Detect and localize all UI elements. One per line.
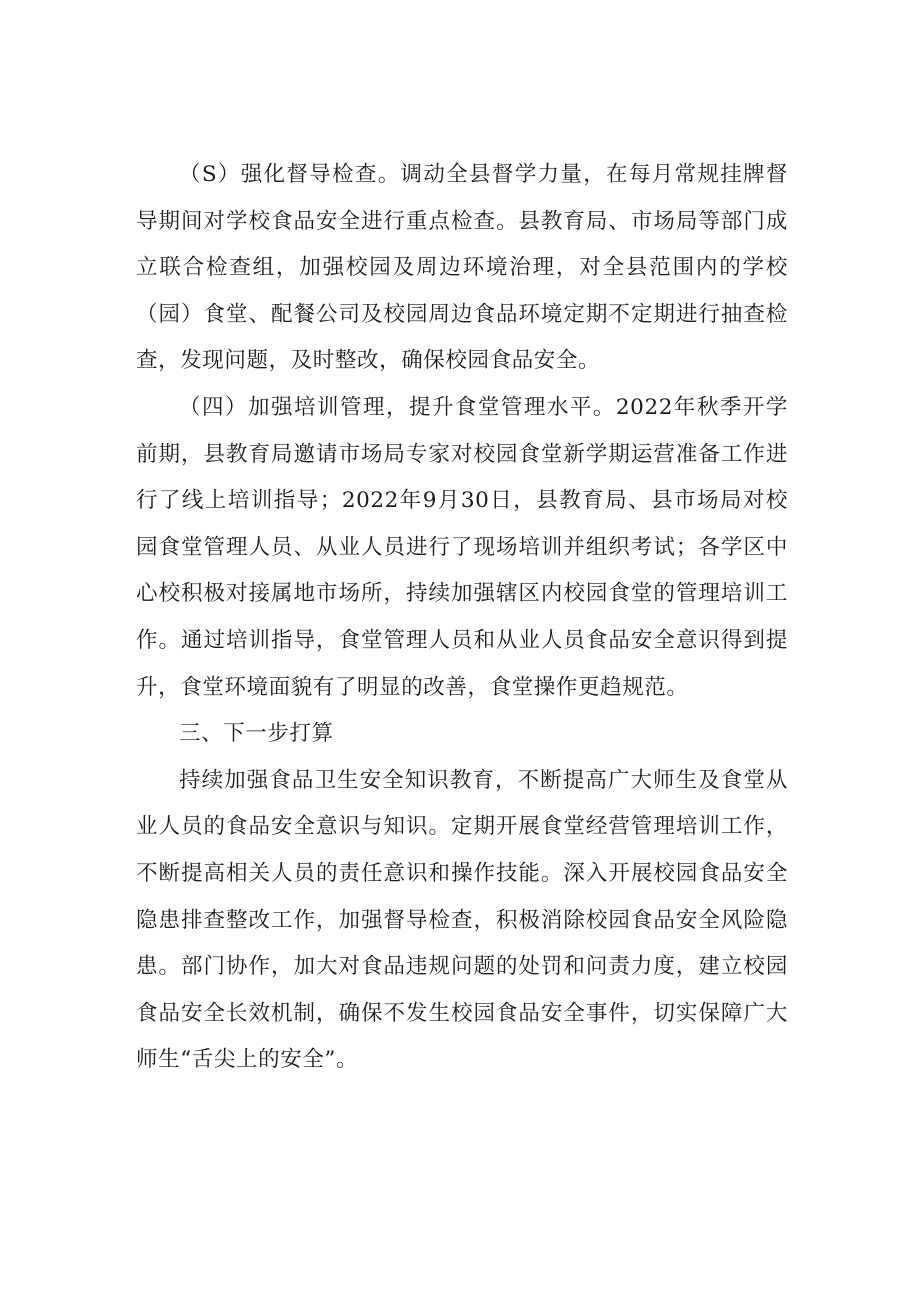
paragraph-training-management: （四）加强培训管理，提升食堂管理水平。2022年秋季开学前期，县教育局邀请市场局专家对校园食堂新学期运营准备工作进行了线上培训指导；2022年9月30日，县教育局、县市场局对校园食堂管理人员、从业人员进行了现场培训并组织考试；各学区中心校积极对接属地市场所，持续加强辖区内校园食堂的管理培训工作。通过培训指导，食堂管理人员和从业人员食品安全意识得到提升，食堂环境面貌有了明显的改善，食堂操作更趋规范。 — [136, 394, 788, 700]
paragraph-supervision-inspection: （S）强化督导检查。调动全县督学力量，在每月常规挂牌督导期间对学校食品安全进行重点检查。县教育局、市场局等部门成立联合检查组，加强校园及周边环境治理，对全县范围内的学校（园）食堂、配餐公司及校园周边食品环境定期不定期进行抽查检查，发现问题，及时整改，确保校园食品安全。 — [136, 162, 788, 374]
section-heading-next-steps: 三、下一步打算 — [179, 721, 334, 747]
paragraph-next-steps: 持续加强食品卫生安全知识教育，不断提高广大师生及食堂从业人员的食品安全意识与知识。定期开展食堂经营管理培训工作，不断提高相关人员的责任意识和操作技能。深入开展校园食品安全隐患排查整改工作，加强督导检查，积极消除校园食品安全风险隐患。部门协作，加大对食品违规问题的处罚和问责力度，建立校园食品安全长效机制，确保不发生校园食品安全事件，切实保障广大师生“舌尖上的安全”。 — [136, 767, 788, 1073]
document-body — [136, 152, 788, 1084]
